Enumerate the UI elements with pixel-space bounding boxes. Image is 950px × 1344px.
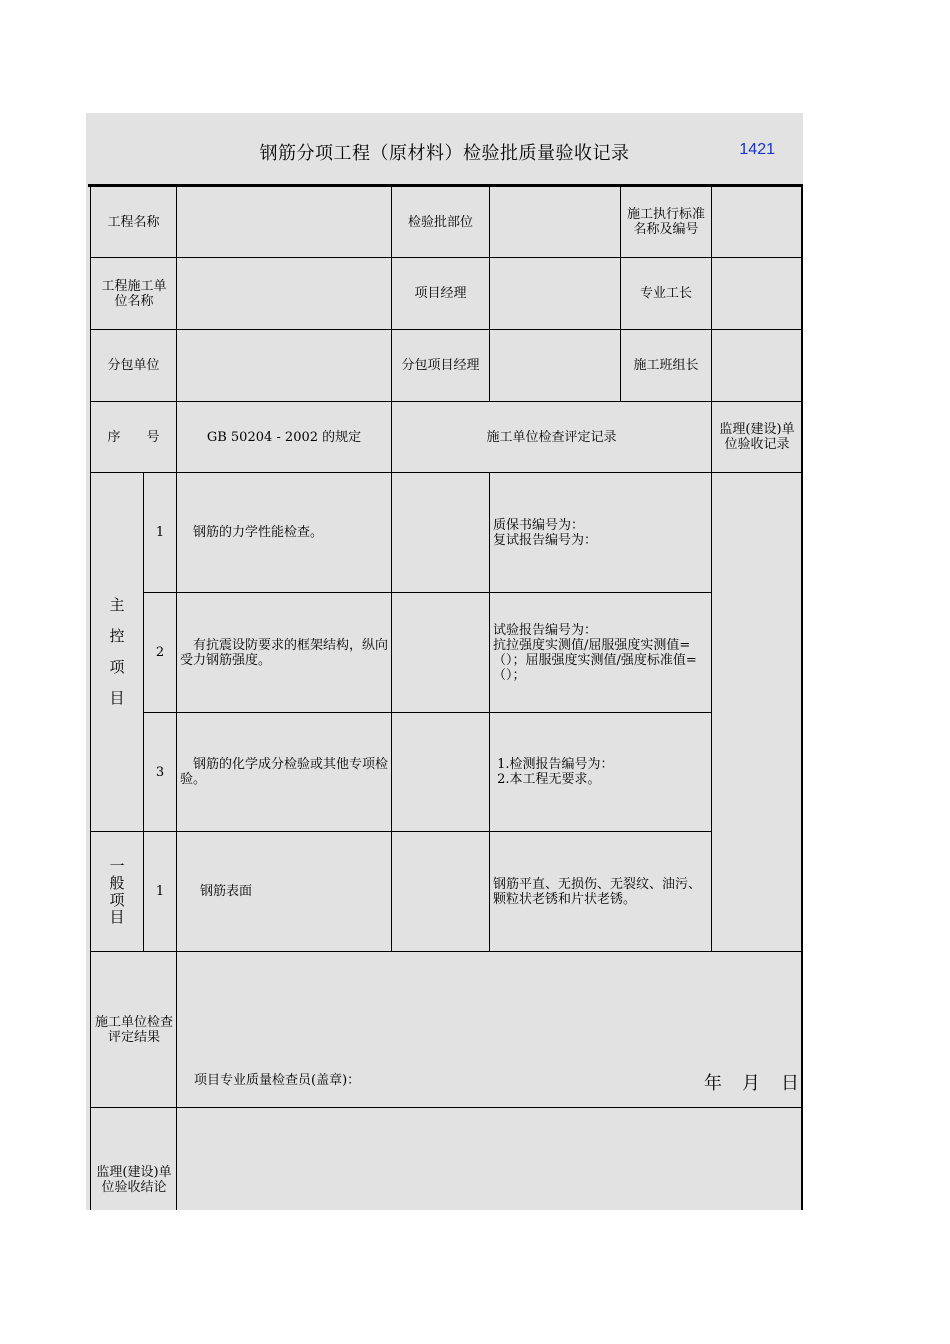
row-blank-cell[interactable] [392, 713, 489, 831]
title-bar [86, 113, 803, 185]
row-record: 试验报告编号为： 抗拉强度实测值/屈服强度实测值=（）；屈服强度实测值/强度标准值=（）； [493, 622, 697, 683]
inspector-label: 项目专业质量检查员(盖章)： [194, 1072, 361, 1088]
general-items-label-char: 目 [109, 907, 125, 926]
record-header: 施工单位检查评定记录 [486, 429, 617, 445]
row-spec: 有抗震设防要求的框架结构，纵向受力钢筋强度。 [180, 637, 389, 668]
inspection-part-value[interactable] [490, 187, 620, 257]
row-number: 2 [155, 645, 165, 660]
supervision-conclusion-label: 监理(建设)单位验收结论 [96, 1165, 172, 1195]
date-month: 月 [742, 1073, 760, 1094]
foreman-value[interactable] [712, 258, 801, 329]
team-leader-label: 施工班组长 [633, 358, 699, 373]
project-name-value[interactable] [177, 187, 391, 257]
subcontractor-value[interactable] [177, 330, 391, 401]
standard-label: 施工执行标准名称及编号 [626, 207, 705, 237]
row-spec: 钢筋的力学性能检查。 [180, 525, 324, 540]
row-number: 1 [155, 884, 165, 899]
main-items-label-char: 主 [109, 596, 125, 614]
subcontractor-label: 分包单位 [107, 358, 160, 373]
page-title: 钢筋分项工程（原材料）检验批质量验收记录 [259, 143, 630, 164]
construction-unit-label: 工程施工单位名称 [101, 278, 167, 309]
general-items-label-char: 一 [109, 856, 125, 875]
row-number: 1 [155, 525, 165, 540]
row-record: 1.检测报告编号为： 2.本工程无要求。 [497, 757, 614, 787]
construction-unit-value[interactable] [177, 258, 391, 329]
row-spec: 钢筋的化学成分检验或其他专项检验。 [180, 757, 389, 787]
seq-header: 序 号 [107, 429, 160, 445]
inspection-part-label: 检验批部位 [407, 214, 473, 230]
team-leader-value[interactable] [712, 330, 801, 401]
project-manager-label: 项目经理 [414, 286, 467, 301]
supervision-record-value[interactable] [712, 473, 801, 951]
main-items-label [91, 473, 143, 831]
spec-header: GB 50204 - 2002 的规定 [206, 429, 362, 445]
standard-value[interactable] [712, 187, 801, 257]
general-items-label-char: 般 [109, 873, 125, 892]
sub-manager-value[interactable] [490, 330, 620, 401]
general-items-label [91, 832, 143, 951]
date-day: 日 [781, 1073, 799, 1094]
foreman-label: 专业工长 [639, 286, 692, 301]
supervision-conclusion-value[interactable] [177, 1108, 801, 1210]
main-items-label-char: 目 [109, 689, 125, 707]
sub-manager-label: 分包项目经理 [401, 358, 480, 373]
row-number: 3 [155, 764, 165, 780]
row-blank-cell[interactable] [392, 593, 489, 712]
row-record: 钢筋平直、无损伤、无裂纹、油污、颗粒状老锈和片状老锈。 [493, 876, 702, 907]
row-record: 质保书编号为： 复试报告编号为： [493, 517, 598, 548]
row-blank-cell[interactable] [392, 473, 489, 592]
main-items-label-char: 项 [109, 658, 125, 676]
general-items-label-char: 项 [109, 890, 125, 909]
main-items-label-char: 控 [109, 627, 125, 645]
form-code: 1421 [739, 141, 775, 158]
grid-line [91, 951, 802, 952]
date-year: 年 [704, 1073, 722, 1094]
row-blank-cell[interactable] [392, 832, 489, 951]
construction-result-label: 施工单位检查评定结果 [94, 1014, 173, 1045]
grid-line [801, 185, 803, 1210]
project-name-label: 工程名称 [107, 214, 160, 230]
supervision-header: 监理(建设)单位验收记录 [719, 422, 795, 452]
row-spec: 钢筋表面 [187, 884, 253, 899]
grid-line [489, 472, 490, 951]
project-manager-value[interactable] [490, 258, 620, 329]
